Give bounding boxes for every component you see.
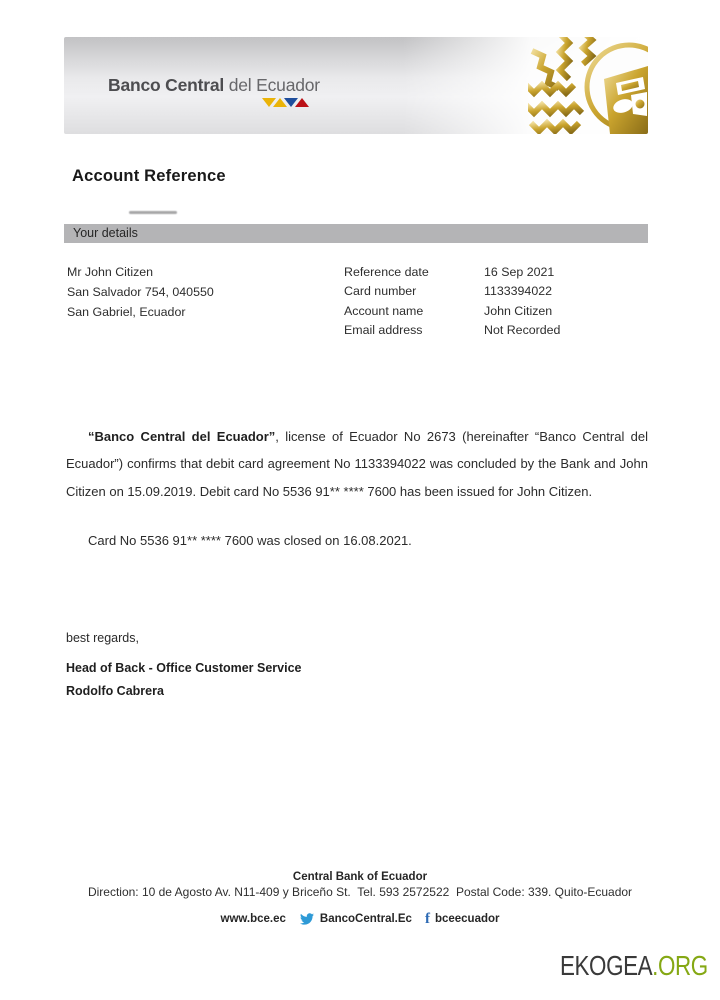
footer-website bbox=[221, 913, 286, 925]
footer-facebook bbox=[425, 912, 500, 926]
signature-name: Rodolfo Cabrera bbox=[66, 684, 164, 698]
page-title: Account Reference bbox=[72, 167, 226, 185]
table-row bbox=[344, 263, 560, 282]
bank-logo bbox=[108, 75, 320, 108]
scan-artifact bbox=[129, 211, 177, 214]
bank-logo-light-text: del Ecuador bbox=[228, 75, 320, 95]
bank-logo-bold: Banco Central bbox=[108, 75, 225, 95]
footer-twitter bbox=[299, 912, 412, 926]
your-details-section-header: Your details bbox=[64, 224, 648, 243]
email-address-value: Not Recorded bbox=[484, 323, 561, 338]
sun-logo-icon bbox=[528, 37, 648, 134]
table-row bbox=[344, 282, 560, 301]
header-band bbox=[64, 37, 648, 134]
reference-date-value: 16 Sep 2021 bbox=[484, 265, 555, 279]
twitter-handle: BancoCentral.Ec bbox=[319, 913, 412, 925]
reference-date-label: Reference date bbox=[344, 265, 429, 279]
body-paragraph-1 bbox=[66, 423, 648, 505]
recipient-city: San Gabriel, Ecuador bbox=[67, 304, 186, 319]
card-number-value: 1133394022 bbox=[484, 284, 552, 299]
recipient-address-block bbox=[67, 263, 214, 322]
table-row bbox=[344, 321, 560, 340]
account-name-label: Account name bbox=[344, 303, 424, 318]
body-paragraph-1-bold-lead: “Banco Central del Ecuador” bbox=[88, 429, 276, 444]
twitter-icon bbox=[299, 912, 315, 926]
watermark-name: EKOGEA bbox=[560, 950, 653, 981]
email-address-label: Email address bbox=[344, 323, 423, 338]
facebook-icon: f bbox=[424, 911, 430, 927]
footer-social-row bbox=[0, 912, 720, 926]
bank-logo-text bbox=[108, 75, 320, 96]
card-number-label: Card number bbox=[344, 284, 417, 299]
flag-triangles-icon bbox=[262, 97, 316, 108]
facebook-handle: bceecuador bbox=[434, 913, 500, 925]
account-name-value: John Citizen bbox=[484, 303, 553, 318]
website-url: www.bce.ec bbox=[220, 913, 286, 925]
table-row bbox=[344, 302, 560, 321]
watermark-tld: .ORG bbox=[652, 950, 708, 981]
footer-address-line: Direction: 10 de Agosto Av. N11-409 y Briceño St. Tel. 593 2572522 Postal Code: 339. Quito-Ecuador bbox=[87, 885, 633, 899]
footer-bank-name: Central Bank of Ecuador bbox=[292, 871, 428, 883]
signature-closing: best regards, bbox=[66, 631, 139, 645]
recipient-street: San Salvador 754, 040550 bbox=[67, 284, 214, 299]
letter-footer bbox=[0, 871, 720, 926]
body-paragraph-2: Card No 5536 91** **** 7600 was closed on 16.08.2021. bbox=[88, 533, 412, 548]
body-paragraph-1-text: , license of Ecuador No 2673 (hereinafter “Banco Central del Ecuador”) confirms that debit card agreement No 1133394022 was concluded by the Bank and John Citizen on 15.09.2019. Debit card No 5536 91** **** 7600 has been issued for John Citizen. bbox=[66, 429, 649, 499]
recipient-name: Mr John Citizen bbox=[67, 265, 154, 279]
signature-block bbox=[66, 631, 302, 698]
reference-details-table bbox=[344, 263, 560, 341]
signature-role: Head of Back - Office Customer Service bbox=[66, 661, 302, 675]
ekogea-watermark bbox=[560, 950, 708, 982]
